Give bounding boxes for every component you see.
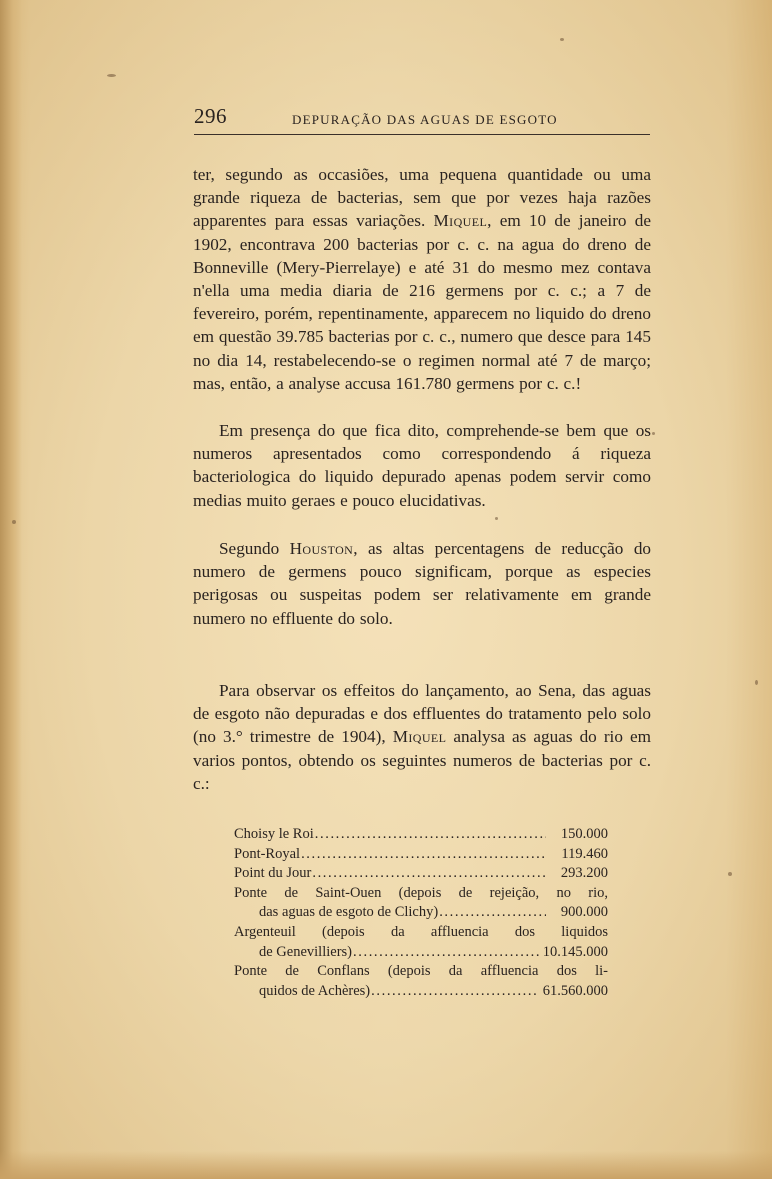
page-header [194,104,650,135]
location-name-line-1: Ponte de Saint-Ouen (depois de rejeição, no rio, [234,884,608,901]
location-name: Point du Jour [234,865,312,882]
paper-speck [652,432,655,435]
page-number: 296 [194,104,227,128]
leader-dots [439,903,546,923]
paragraph-2: Em presença do que fica dito, comprehende-se bem que os numeros apresentados como correspondendo á riqueza bacteriologica do liquido depurado apenas podem servir como medias muito geraes e pouco elucidativas. [193,421,651,510]
paragraph-3-text-b: , as altas percentagens de reducção do numero de germens pouco significam, porque as especies perigosas ou suspeitas podem ser relativamente em grande numero no effluente do solo. [193,539,651,628]
paragraph-3 [193,537,651,630]
location-name: quidos de Achères) [259,982,371,999]
leader-dots [312,864,546,884]
paragraph-1-text-a: ter, segundo as occasiões, uma pequena quantidade ou uma grande riqueza de bacterias, sem que por vezes haja razões apparentes para essas variações. [193,165,651,231]
paragraph-3-text-a: Segundo [219,539,290,558]
location-name: Pont-Royal [234,845,301,862]
running-title: DEPURAÇÃO DAS AGUAS DE ESGOTO [292,112,558,127]
bacteria-count: 900.000 [560,904,608,921]
bacteria-count: 10.145.000 [542,943,608,960]
leader-dots [301,845,546,865]
table-row [234,864,608,884]
leader-dots [371,982,539,1002]
page-edge-shadow [0,0,22,1179]
page-bottom-shadow [0,1151,772,1179]
bacteria-count: 119.460 [561,845,608,862]
table-row [234,943,608,963]
paragraph-4-text-b: analysa as aguas do rio em varios pontos, obtendo os seguintes numeros de bacterias por c. c.: [193,727,651,793]
location-name-line-1: Argenteuil (depois da affluencia dos liquidos [234,923,608,940]
paper-speck [755,680,758,685]
table-row [234,825,608,845]
table-row [234,845,608,865]
location-name: Choisy le Roi [234,826,314,842]
leader-dots [315,825,546,845]
location-name: das aguas de esgoto de Clichy) [259,904,439,921]
location-name: de Genevilliers) [259,943,353,960]
author-name-miquel: Miquel [433,211,488,231]
leader-dots [353,943,539,963]
author-name-miquel-2: Miquel [392,727,447,747]
paragraph-4-text-a: Para observar os effeitos do lançamento, ao Sena, das aguas de esgoto não depuradas e dos effluentes do tratamento pelo solo (no 3.° trimestre de 1904), [193,681,651,747]
paper-speck [12,520,16,524]
bacteria-count: 150.000 [560,826,608,842]
table-row [234,982,608,1002]
paper-speck [728,872,732,876]
paragraph-4 [193,679,651,795]
bacteria-count: 61.560.000 [542,982,608,999]
bacteria-count: 293.200 [560,865,608,882]
bacteria-counts-table [234,825,608,1001]
paragraph-1 [193,163,651,395]
paper-speck [495,517,498,520]
location-name-line-1: Ponte de Conflans (depois da affluencia dos li- [234,963,608,980]
paper-speck [107,74,116,77]
author-name-houston: Houston [289,539,354,558]
table-row [234,903,608,923]
paragraph-1-text-b: , em 10 de janeiro de 1902, encontrava 200 bacterias por c. c. na agua do dreno de Bonneville (Mery-Pierrelaye) e até 31 do mesmo mez contava n'ella uma media diaria de 216 germens por c. c.; a 7 de fevereiro, porém, repentinamente, apparecem no liquido do dreno em questão 39.785 bacterias por c. c., numero que desce para 145 no dia 14, restabelecendo-se o regimen normal até 7 de março; mas, então, a analyse accusa 161.780 germens por c. c.! [193,211,651,393]
paper-speck [560,38,564,41]
